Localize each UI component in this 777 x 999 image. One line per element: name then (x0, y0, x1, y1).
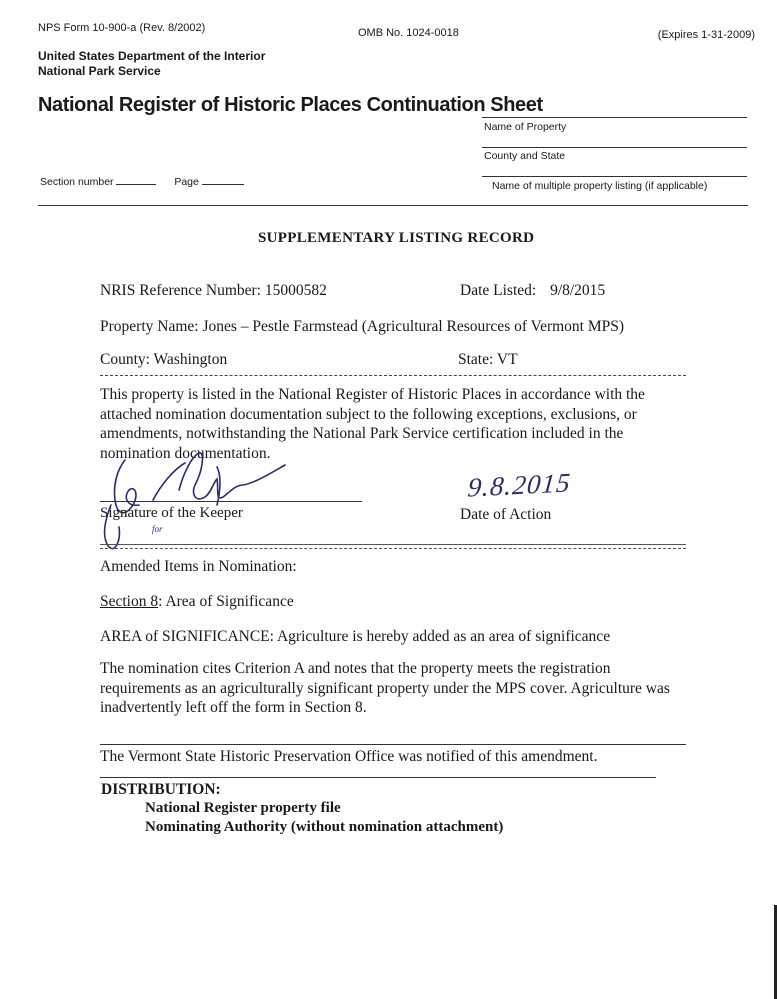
signature-label: Signature of the Keeper (100, 505, 243, 521)
listing-statement: This property is listed in the National Register of Historic Places in accordance with the attached nomination documentation subject to the following exceptions, exclusions, or amendments, notwithstanding the National Park Service certification included in the nomination documentation. (100, 386, 645, 462)
page-blank (202, 174, 244, 185)
page-label: Page (174, 176, 199, 188)
property-name: Property Name: Jones – Pestle Farmstead (Agricultural Resources of Vermont MPS) (100, 318, 625, 335)
omb-number: OMB No. 1024-0018 (358, 27, 459, 39)
name-of-property-line (482, 117, 747, 118)
dashed-divider-1 (100, 375, 686, 376)
date-listed (460, 281, 605, 301)
service-name: National Park Service (38, 64, 161, 78)
notification-bottom-line (100, 777, 656, 778)
shpo-notification: The Vermont State Historic Preservation Office was notified of this amendment. (100, 748, 598, 765)
distribution-heading: DISTRIBUTION: (101, 781, 221, 798)
date-listed-value: 9/8/2015 (550, 282, 606, 299)
keeper-signature (95, 445, 295, 555)
distribution-item: National Register property file (145, 800, 341, 816)
department-name: United States Department of the Interior (38, 49, 266, 63)
expiration-date: (Expires 1-31-2009) (657, 29, 755, 41)
signature-initials: for (152, 524, 163, 534)
header-divider (38, 205, 748, 206)
section-reference (100, 592, 294, 612)
form-number (38, 22, 205, 34)
page-title: National Register of Historic Places Continuation Sheet (38, 94, 543, 116)
form-revision: (Rev. 8/2002) (139, 22, 206, 34)
section-number-blank (116, 174, 156, 185)
section-number-label: Section number (40, 176, 114, 188)
amendment-explanation: The nomination cites Criterion A and notes that the property meets the registration requirements as an agriculturally significant property under the MPS cover. Agriculture was inadvertently left off the form in Section 8. (100, 660, 670, 716)
notification-top-line (100, 744, 686, 745)
name-of-property-label: Name of Property (484, 121, 567, 133)
area-of-significance: AREA of SIGNIFICANCE: Agriculture is hereby added as an area of significance (100, 628, 611, 645)
nris-reference: NRIS Reference Number: 15000582 (100, 282, 327, 299)
county-state-label: County and State (484, 150, 566, 162)
section-8-description: : Area of Significance (158, 593, 294, 610)
form-number-text: NPS Form 10-900-a (38, 22, 137, 34)
distribution-item: Nominating Authority (without nomination attachment) (145, 819, 504, 835)
section-number-field (40, 174, 244, 188)
county-state-line (482, 147, 747, 148)
state: State: VT (458, 351, 518, 368)
record-heading: SUPPLEMENTARY LISTING RECORD (258, 230, 535, 246)
date-of-action-label: Date of Action (460, 506, 552, 523)
section-8-link[interactable]: Section 8 (100, 593, 159, 610)
double-divider-top (100, 544, 686, 545)
amended-items-heading: Amended Items in Nomination: (100, 558, 297, 575)
county: County: Washington (100, 351, 228, 368)
multiple-listing-label: Name of multiple property listing (if applicable) (492, 180, 708, 192)
multiple-listing-line (482, 176, 747, 177)
date-listed-label: Date Listed: (460, 282, 537, 299)
date-of-action-handwritten: 9.8.2015 (466, 467, 573, 503)
double-divider-bottom (100, 548, 686, 549)
